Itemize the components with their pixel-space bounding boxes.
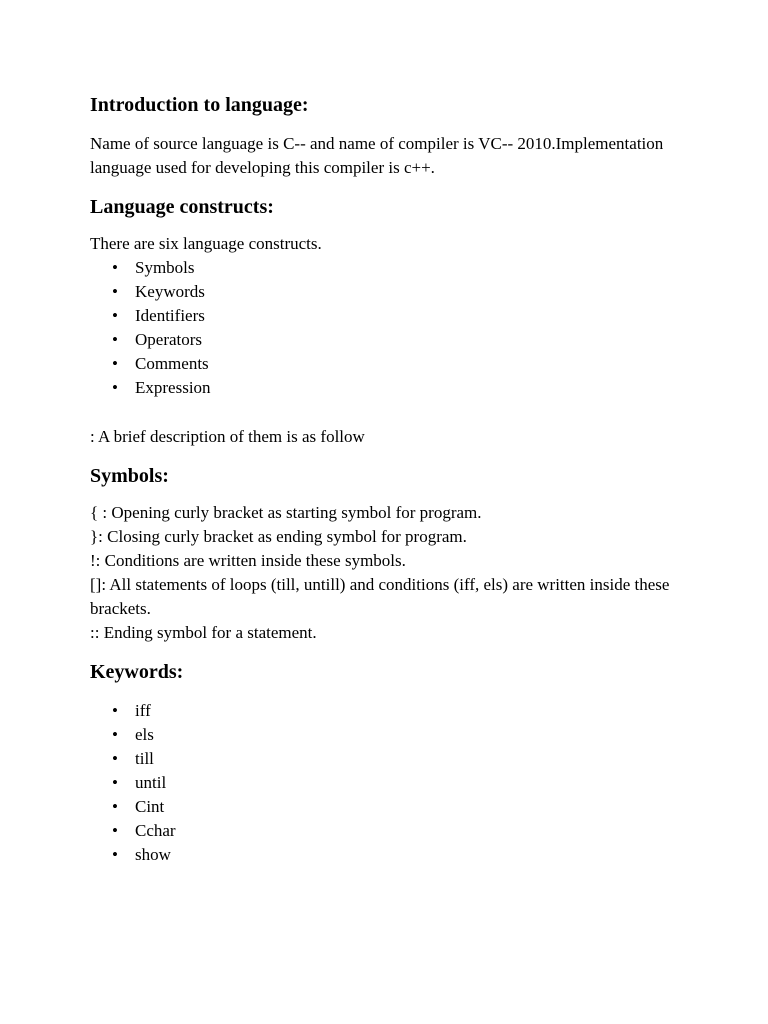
intro-paragraph: Name of source language is C-- and name of compiler is VC-- 2010.Implementation language used for developing this compiler is c++. xyxy=(90,134,664,177)
list-item: • Cchar xyxy=(90,819,690,843)
bullet-icon: • xyxy=(112,378,118,397)
list-item: • till xyxy=(90,747,690,771)
bullet-icon: • xyxy=(112,821,118,840)
heading-language-constructs: Language constructs: xyxy=(90,196,274,218)
symbol-line: :: Ending symbol for a statement. xyxy=(90,623,317,642)
list-item: • Keywords xyxy=(90,280,690,304)
constructs-lead: There are six language constructs. xyxy=(90,234,322,253)
bullet-icon: • xyxy=(112,330,118,349)
list-item: • Symbols xyxy=(90,256,690,280)
list-item: • Identifiers xyxy=(90,304,690,328)
bullet-icon: • xyxy=(112,845,118,864)
list-item: • Operators xyxy=(90,328,690,352)
list-item: • Comments xyxy=(90,352,690,376)
heading-symbols: Symbols: xyxy=(90,465,169,487)
constructs-list xyxy=(90,256,690,400)
symbols-description xyxy=(90,501,690,645)
bullet-icon: • xyxy=(112,701,118,720)
list-item: • Cint xyxy=(90,795,690,819)
symbol-line: }: Closing curly bracket as ending symbol for program. xyxy=(90,527,467,546)
list-item: • iff xyxy=(90,699,690,723)
list-item: • Expression xyxy=(90,376,690,400)
heading-introduction: Introduction to language: xyxy=(90,94,309,116)
symbol-line: []: All statements of loops (till, untill) and conditions (iff, els) are written inside these brackets. xyxy=(90,575,670,618)
brief-description-line: : A brief description of them is as follow xyxy=(90,427,365,446)
document-page xyxy=(90,92,690,867)
bullet-icon: • xyxy=(112,749,118,768)
bullet-icon: • xyxy=(112,773,118,792)
bullet-icon: • xyxy=(112,282,118,301)
list-item: • until xyxy=(90,771,690,795)
bullet-icon: • xyxy=(112,354,118,373)
bullet-icon: • xyxy=(112,306,118,325)
bullet-icon: • xyxy=(112,258,118,277)
list-item: • show xyxy=(90,843,690,867)
keywords-list xyxy=(90,699,690,867)
bullet-icon: • xyxy=(112,725,118,744)
bullet-icon: • xyxy=(112,797,118,816)
heading-keywords: Keywords: xyxy=(90,661,184,683)
symbol-line: !: Conditions are written inside these symbols. xyxy=(90,551,406,570)
list-item: • els xyxy=(90,723,690,747)
symbol-line: { : Opening curly bracket as starting symbol for program. xyxy=(90,503,482,522)
